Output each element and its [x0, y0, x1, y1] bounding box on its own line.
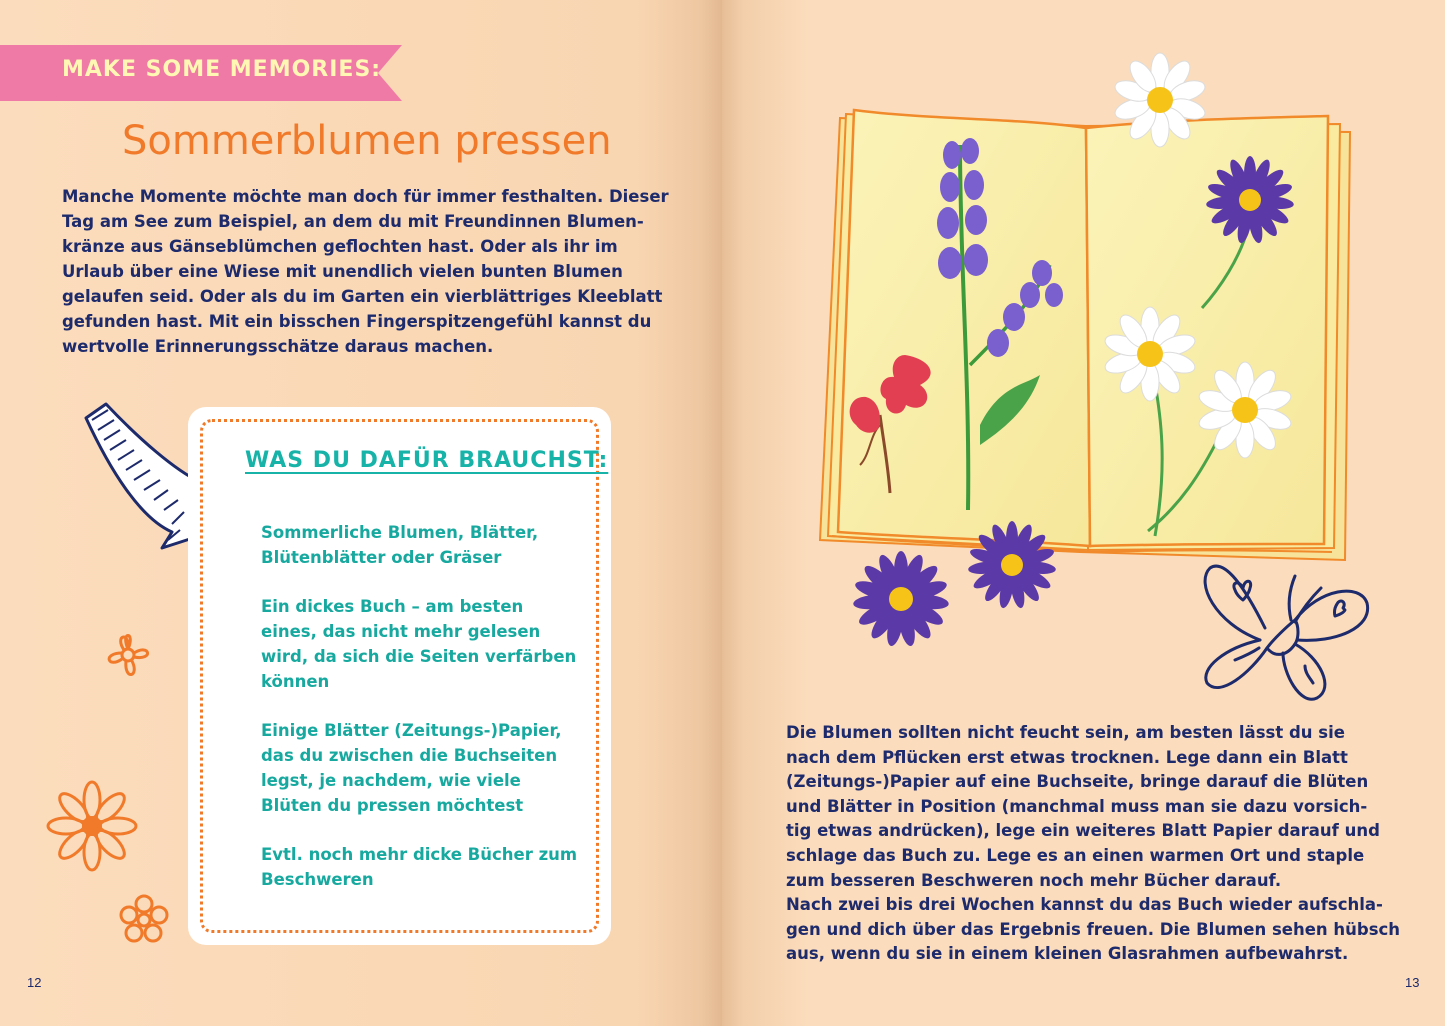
page-title: Sommerblumen pressen [122, 118, 612, 164]
needs-item-line: Blüten du pressen möchtest [261, 796, 524, 815]
needs-item-line: Ein dickes Buch – am besten [261, 597, 524, 616]
instructions-line: tig etwas andrücken), lege ein weiteres Blatt Papier darauf und [786, 821, 1380, 841]
instructions-line: und Blätter in Position (manchmal muss man sie dazu vorsich- [786, 796, 1368, 816]
instructions-line: aus, wenn du sie in einem kleinen Glasrahmen aufbewahrst. [786, 944, 1349, 964]
needs-item [261, 594, 601, 694]
instructions-line: zum besseren Beschweren noch mehr Bücher darauf. [786, 870, 1282, 890]
needs-item [261, 520, 601, 570]
needs-item-line: Blütenblätter oder Gräser [261, 548, 502, 567]
intro-line: kränze aus Gänseblümchen geflochten hast. Oder als ihr im [62, 237, 618, 256]
aster-icon [962, 523, 1062, 613]
needs-item-line: das du zwischen die Buchseiten [261, 746, 558, 765]
page-number-right: 13 [1405, 975, 1420, 990]
instructions-line: Die Blumen sollten nicht feucht sein, am besten lässt du sie [786, 723, 1345, 742]
needs-item-line: Einige Blätter (Zeitungs-)Papier, [261, 721, 562, 740]
needs-item-line: eines, das nicht mehr gelesen [261, 622, 541, 641]
daisy-icon [1140, 365, 1290, 535]
instructions-line: schlage das Buch zu. Lege es an einen warmen Ort und staple [786, 845, 1365, 865]
banner-label: MAKE SOME MEMORIES: [62, 57, 382, 82]
needs-list [261, 520, 601, 916]
needs-item-line: wird, da sich die Seiten verfärben [261, 647, 577, 666]
needs-item-line: legst, je nachdem, wie viele [261, 771, 521, 790]
butterfly-icon [1195, 548, 1375, 708]
daisy-icon [1105, 55, 1215, 150]
intro-line: wertvolle Erinnerungsschätze daraus machen. [62, 337, 494, 356]
needs-item [261, 718, 601, 818]
page-number-left: 12 [27, 975, 42, 990]
intro-line: Tag am See zum Beispiel, an dem du mit Freundinnen Blumen- [62, 212, 644, 231]
instructions-line: (Zeitungs-)Papier auf eine Buchseite, bringe darauf die Blüten [786, 772, 1369, 792]
aster-icon [846, 553, 956, 653]
needs-item-line: Sommerliche Blumen, Blätter, [261, 523, 539, 542]
intro-line: gelaufen seid. Oder als du im Garten ein vierblättriges Kleeblatt [62, 287, 663, 306]
needs-item-line: Beschweren [261, 870, 374, 889]
needs-box-title: WAS DU DAFÜR BRAUCHST: [245, 448, 609, 473]
red-flower-icon [840, 345, 940, 495]
intro-paragraph [62, 184, 682, 359]
daisy-outline-icon [42, 780, 142, 876]
instructions-line: gen und dich über das Ergebnis freuen. Die Blumen sehen hübsch [786, 919, 1401, 939]
needs-item-line: können [261, 672, 330, 691]
intro-line: gefunden hast. Mit ein bisschen Fingerspitzengefühl kannst du [62, 312, 652, 331]
intro-line: Manche Momente möchte man doch für immer festhalten. Dieser [62, 187, 669, 206]
needs-item [261, 842, 601, 892]
flower-outline-icon [116, 894, 172, 944]
lavender-icon [930, 125, 1070, 515]
intro-line: Urlaub über eine Wiese mit unendlich vielen bunten Blumen [62, 262, 623, 281]
instructions-paragraph [786, 721, 1401, 967]
instructions-line: nach dem Pflücken erst etwas trocknen. Lege dann ein Blatt [786, 747, 1348, 767]
aster-icon [1200, 158, 1300, 308]
instructions-line: Nach zwei bis drei Wochen kannst du das Buch wieder aufschla- [786, 895, 1383, 915]
flower-outline-icon [100, 625, 156, 691]
needs-item-line: Evtl. noch mehr dicke Bücher zum [261, 845, 578, 864]
